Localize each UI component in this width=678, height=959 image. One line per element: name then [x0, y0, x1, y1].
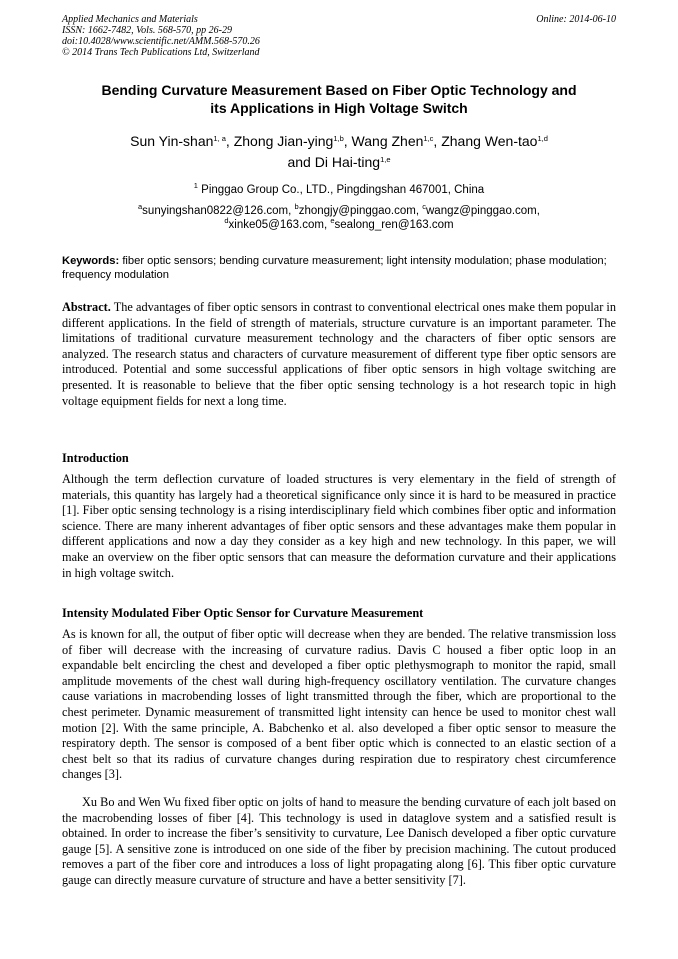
email-link[interactable]: wangz@pinggao.com	[426, 205, 537, 217]
author-name: Wang Zhen	[351, 133, 424, 149]
email-link[interactable]: sunyingshan0822@126.com	[142, 205, 289, 217]
email-link[interactable]: zhongjy@pinggao.com	[298, 205, 416, 217]
email-sup: c	[422, 202, 426, 211]
author-name: Di Hai-ting	[314, 154, 381, 170]
email-line-2: $^d$xinke05@163.com, $^e$sealong_ren@163.com	[224, 216, 454, 231]
author-sup: 1,e	[380, 155, 391, 164]
email-line-1: $^a$sunyingshan0822@126.com, $^b$zhongjy@pinggao.com, $^c$wangz@pinggao.com,	[138, 202, 540, 217]
author-sup: 1, a	[213, 134, 226, 143]
email-list	[55, 204, 623, 232]
keywords-text: fiber optic sensors; bending curvature measurement; light intensity modulation; phase modulation; frequency modulation	[62, 255, 607, 281]
affiliation	[55, 183, 623, 197]
title-line-1: Bending Curvature Measurement Based on Fiber Optic Technology and	[101, 82, 577, 98]
author-name: Sun Yin-shan	[130, 133, 214, 149]
keywords	[62, 254, 616, 282]
keywords-label: Keywords:	[62, 255, 120, 267]
intro-heading: Introduction	[62, 451, 129, 465]
abstract-text: The advantages of fiber optic sensors in contrast to conventional electrical ones make them popular in different applications. In the field of strength of materials, structure curvature is an important parameter. The limitations of traditional curvature measurement technology and the characters of fiber optic sensors are analyzed. The research status and characters of curvature measurement of different type fiber optic sensors are introduced. Potential and some successful applications of fiber optic sensors in high voltage switching are presented. It is reasonable to believe that the fiber optic sensing technology is a hot research topic in high voltage equipment fields for next a long time.	[62, 300, 616, 408]
doi-line: doi:10.4028/www.scientific.net/AMM.568-570.26	[62, 36, 260, 47]
email-sup: d	[224, 216, 229, 225]
author-sup: 1,d	[537, 134, 548, 143]
email-link[interactable]: sealong_ren@163.com	[334, 219, 454, 231]
email-sup: b	[294, 202, 299, 211]
author-sup: 1,b	[333, 134, 344, 143]
section2-paragraph-2: Xu Bo and Wen Wu fixed fiber optic on jolts of hand to measure the bending curvature of each jolt based on the macrobending losses of fiber [4]. This technology is used in dataglove system and a satisfied result is obtained. In order to increase the fiber’s sensitivity to curvature, Lee Danisch developed a fiber optic curvature gauge [5]. A sensitive zone is introduced on one side of the fiber by precision machining. The cutout produced removes a part of the fiber core and introduces a loss of light propagating along [6]. This fiber optic curvature gauge can directly measure curvature of structure and have a better sensitivity [7].	[62, 795, 616, 887]
author-name: Zhong Jian-ying	[233, 133, 334, 149]
section2-heading: Intensity Modulated Fiber Optic Sensor for Curvature Measurement	[62, 606, 424, 620]
copyright-line: © 2014 Trans Tech Publications Ltd, Switzerland	[62, 47, 260, 58]
author-sup: 1,c	[423, 134, 434, 143]
journal-header	[62, 14, 260, 58]
title-line-2: its Applications in High Voltage Switch	[210, 100, 468, 116]
email-sup: e	[330, 216, 335, 225]
journal-name: Applied Mechanics and Materials	[62, 14, 198, 25]
abstract	[62, 300, 616, 409]
affiliation-text: Pinggao Group Co., LTD., Pingdingshan 467001, China	[201, 184, 485, 196]
issn-line: ISSN: 1662-7482, Vols. 568-570, pp 26-29	[62, 25, 232, 36]
email-link[interactable]: xinke05@163.com	[228, 219, 324, 231]
author-line-2	[55, 152, 623, 173]
section2-paragraph-1: As is known for all, the output of fiber optic will decrease when they are bended. The relative transmission loss of fiber will decrease with the increasing of curvature radius. Davis C housed a fiber optic loop in an expandable belt encircling the chest and developed a fiber optic plethysmograph to monitor the rapid, small amplitude movements of the chest wall during high-frequency oscillatory ventilation. The curvature changes cause variations in macrobending losses of light transmitted through the fiber, which are proportional to the chest perimeter. Dynamic measurement of transmitted light intensity can hence be used to monitor chest wall motion [2]. With the same principle, A. Babchenko et al. also developed a fiber optic sensor to measure the respiratory depth. The sensor is composed of a bent fiber optic which is connected to an elastic section of a chest belt so that its radius of curvature changes during respiration due to respiratory chest circumference changes [3].	[62, 627, 616, 782]
abstract-label: Abstract.	[62, 300, 111, 314]
author-and: and	[287, 154, 311, 170]
paper-title	[55, 81, 623, 117]
author-line-1: Sun Yin-shan$^{1, a}$, Zhong Jian-ying$^{1,b}$, Wang Zhen$^{1,c}$, Zhang Wen-tao$^{1,d}$	[130, 133, 548, 149]
affiliation-sup: 1	[193, 181, 198, 190]
email-sup: a	[138, 202, 143, 211]
author-name: Zhang Wen-tao	[441, 133, 538, 149]
online-date: Online: 2014-06-10	[536, 14, 616, 25]
intro-paragraph: Although the term deflection curvature of loaded structures is very elementary in the field of strength of materials, this quantity has largely had a theoretical significance only since it is hard to be measured in practice [1]. Fiber optic sensing technology is a rising interdisciplinary field which combines fiber optic and information science. There are many inherent advantages of fiber optic sensors and these advantages make them popular in different applications and now a day they consider as a key high and new technology. In this paper, we will make an overview on the fiber optic sensors that can measure the deformation curvature and their applications in high voltage switch.	[62, 472, 616, 580]
author-list	[55, 131, 623, 173]
